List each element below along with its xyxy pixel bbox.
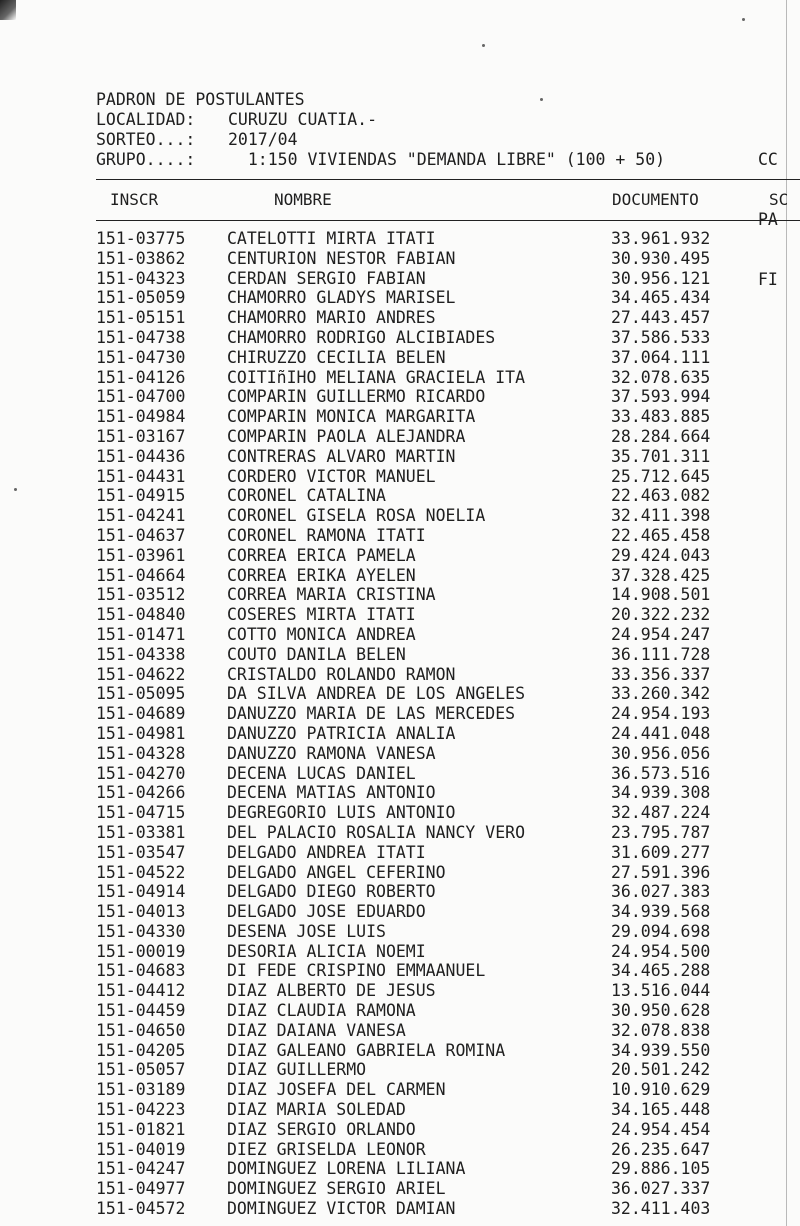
documento-cell: 26.235.647 xyxy=(611,1139,711,1159)
documento-cell: 31.609.277 xyxy=(611,842,711,862)
documento-cell: 34.465.434 xyxy=(611,288,711,308)
documento-cell: 24.954.247 xyxy=(611,624,711,644)
header-sorteo xyxy=(96,130,800,150)
inscr-cell: 151-01821 xyxy=(96,1119,186,1139)
table-row xyxy=(96,744,800,764)
table-row xyxy=(96,724,800,744)
inscr-cell: 151-04730 xyxy=(96,347,186,367)
documento-cell: 30.956.056 xyxy=(611,743,711,763)
inscr-cell: 151-03381 xyxy=(96,822,186,842)
inscr-cell: 151-04019 xyxy=(96,1139,186,1159)
table-row xyxy=(96,605,800,625)
right-fragment: CC xyxy=(758,150,778,169)
inscr-cell: 151-04622 xyxy=(96,664,186,684)
documento-cell: 29.094.698 xyxy=(611,921,711,941)
inscr-cell: 151-04637 xyxy=(96,525,186,545)
nombre-cell: DEGREGORIO LUIS ANTONIO xyxy=(227,803,456,823)
column-header-nombre: NOMBRE xyxy=(274,190,332,209)
table-row xyxy=(96,902,800,922)
inscr-cell: 151-03775 xyxy=(96,229,186,248)
table-row xyxy=(96,1060,800,1080)
table-row xyxy=(96,229,800,249)
documento-cell: 24.954.454 xyxy=(611,1119,711,1139)
table-row xyxy=(96,981,800,1001)
table-row xyxy=(96,506,800,526)
inscr-cell: 151-04013 xyxy=(96,902,186,922)
nombre-cell: COSERES MIRTA ITATI xyxy=(227,605,416,625)
documento-cell: 36.111.728 xyxy=(611,644,711,664)
table-row xyxy=(96,704,800,724)
inscr-cell: 151-03961 xyxy=(96,545,186,565)
scan-speck xyxy=(742,18,745,21)
nombre-cell: DIAZ ALBERTO DE JESUS xyxy=(227,981,436,1001)
table-row xyxy=(96,803,800,823)
table-row xyxy=(96,961,800,981)
documento-cell: 32.411.398 xyxy=(611,506,711,526)
documento-cell: 32.411.403 xyxy=(611,1199,711,1219)
documento-cell: 24.954.500 xyxy=(611,941,711,961)
table-row xyxy=(96,764,800,784)
table-row xyxy=(96,348,800,368)
right-fragment: FI xyxy=(758,270,778,289)
nombre-cell: DECENA MATIAS ANTONIO xyxy=(227,783,436,803)
nombre-cell: DESENA JOSE LUIS xyxy=(227,921,386,941)
inscr-cell: 151-04715 xyxy=(96,803,186,823)
inscr-cell: 151-03547 xyxy=(96,842,186,862)
nombre-cell: CRISTALDO ROLANDO RAMON xyxy=(227,664,456,684)
documento-cell: 36.027.383 xyxy=(611,882,711,902)
table-row xyxy=(96,288,800,308)
table-row xyxy=(96,1100,800,1120)
documento-cell: 27.591.396 xyxy=(611,862,711,882)
nombre-cell: CORONEL CATALINA xyxy=(227,486,386,506)
table-row xyxy=(96,625,800,645)
table-row xyxy=(96,1021,800,1041)
inscr-cell: 151-04328 xyxy=(96,743,186,763)
documento-cell: 25.712.645 xyxy=(611,466,711,486)
table-row xyxy=(96,585,800,605)
table-header-bottom-rule xyxy=(96,220,800,221)
nombre-cell: CORREA MARIA CRISTINA xyxy=(227,585,436,605)
inscr-cell: 151-04650 xyxy=(96,1020,186,1040)
inscr-cell: 151-04205 xyxy=(96,1040,186,1060)
nombre-cell: DIEZ GRISELDA LEONOR xyxy=(227,1139,426,1159)
documento-cell: 33.961.932 xyxy=(611,229,711,248)
inscr-cell: 151-04522 xyxy=(96,862,186,882)
inscr-cell: 151-04436 xyxy=(96,446,186,466)
column-header-cut-off: SC xyxy=(769,190,789,209)
table-row xyxy=(96,486,800,506)
inscr-cell: 151-04431 xyxy=(96,466,186,486)
postulantes-table-body xyxy=(96,229,800,1219)
documento-cell: 34.465.288 xyxy=(611,961,711,981)
scan-artifact-mark xyxy=(0,0,16,20)
inscr-cell: 151-03189 xyxy=(96,1080,186,1100)
documento-cell: 37.064.111 xyxy=(611,347,711,367)
documento-cell: 27.443.457 xyxy=(611,308,711,328)
nombre-cell: DELGADO DIEGO ROBERTO xyxy=(227,882,436,902)
nombre-cell: COMPARIN MONICA MARGARITA xyxy=(227,407,476,427)
grupo-value: 1:150 VIVIENDAS "DEMANDA LIBRE" (100 + 50) xyxy=(228,150,666,169)
inscr-cell: 151-04700 xyxy=(96,387,186,407)
inscr-cell: 151-01471 xyxy=(96,624,186,644)
inscr-cell: 151-04683 xyxy=(96,961,186,981)
inscr-cell: 151-04412 xyxy=(96,981,186,1001)
inscr-cell: 151-04738 xyxy=(96,327,186,347)
table-row xyxy=(96,387,800,407)
inscr-cell: 151-04915 xyxy=(96,486,186,506)
table-row xyxy=(96,922,800,942)
inscr-cell: 151-04459 xyxy=(96,1001,186,1021)
nombre-cell: COMPARIN GUILLERMO RICARDO xyxy=(227,387,486,407)
nombre-cell: COUTO DANILA BELEN xyxy=(227,644,406,664)
nombre-cell: CATELOTTI MIRTA ITATI xyxy=(227,229,436,248)
table-row xyxy=(96,1159,800,1179)
documento-cell: 28.284.664 xyxy=(611,426,711,446)
nombre-cell: CENTURION NESTOR FABIAN xyxy=(227,248,456,268)
inscr-cell: 151-04126 xyxy=(96,367,186,387)
documento-cell: 20.501.242 xyxy=(611,1060,711,1080)
inscr-cell: 151-04338 xyxy=(96,644,186,664)
nombre-cell: DOMINGUEZ VICTOR DAMIAN xyxy=(227,1199,456,1219)
documento-cell: 13.516.044 xyxy=(611,981,711,1001)
table-row xyxy=(96,645,800,665)
inscr-cell: 151-05057 xyxy=(96,1060,186,1080)
grupo-label: GRUPO....: xyxy=(96,150,196,169)
documento-cell: 24.441.048 xyxy=(611,723,711,743)
nombre-cell: DOMINGUEZ LORENA LILIANA xyxy=(227,1159,466,1179)
documento-cell: 22.463.082 xyxy=(611,486,711,506)
sorteo-label: SORTEO...: xyxy=(96,130,196,149)
table-row xyxy=(96,665,800,685)
nombre-cell: DI FEDE CRISPINO EMMAANUEL xyxy=(227,961,486,981)
nombre-cell: DELGADO ANDREA ITATI xyxy=(227,842,426,862)
nombre-cell: DEL PALACIO ROSALIA NANCY VERO xyxy=(227,822,526,842)
documento-cell: 33.356.337 xyxy=(611,664,711,684)
table-row xyxy=(96,526,800,546)
table-row xyxy=(96,328,800,348)
nombre-cell: CHAMORRO RODRIGO ALCIBIADES xyxy=(227,327,496,347)
nombre-cell: DIAZ GALEANO GABRIELA ROMINA xyxy=(227,1040,506,1060)
inscr-cell: 151-04247 xyxy=(96,1159,186,1179)
nombre-cell: DIAZ GUILLERMO xyxy=(227,1060,367,1080)
column-header-inscr: INSCR xyxy=(110,190,159,209)
inscr-cell: 151-04330 xyxy=(96,921,186,941)
table-row xyxy=(96,1001,800,1021)
table-row xyxy=(96,1179,800,1199)
nombre-cell: COTTO MONICA ANDREA xyxy=(227,624,416,644)
documento-cell: 36.027.337 xyxy=(611,1179,711,1199)
nombre-cell: DELGADO ANGEL CEFERINO xyxy=(227,862,446,882)
nombre-cell: CORONEL RAMONA ITATI xyxy=(227,525,426,545)
localidad-value: CURUZU CUATIA.- xyxy=(228,110,378,129)
table-row xyxy=(96,942,800,962)
documento-cell: 10.910.629 xyxy=(611,1080,711,1100)
nombre-cell: DIAZ JOSEFA DEL CARMEN xyxy=(227,1080,446,1100)
nombre-cell: CORONEL GISELA ROSA NOELIA xyxy=(227,506,486,526)
table-row xyxy=(96,427,800,447)
table-row xyxy=(96,566,800,586)
nombre-cell: CORREA ERICA PAMELA xyxy=(227,545,416,565)
table-row xyxy=(96,1199,800,1219)
documento-cell: 30.930.495 xyxy=(611,248,711,268)
table-row xyxy=(96,407,800,427)
scan-speck xyxy=(14,488,17,491)
nombre-cell: CHAMORRO GLADYS MARISEL xyxy=(227,288,456,308)
documento-cell: 14.908.501 xyxy=(611,585,711,605)
inscr-cell: 151-04840 xyxy=(96,605,186,625)
nombre-cell: COMPARIN PAOLA ALEJANDRA xyxy=(227,426,466,446)
documento-cell: 24.954.193 xyxy=(611,704,711,724)
sorteo-value: 2017/04 xyxy=(228,130,298,149)
nombre-cell: CHAMORRO MARIO ANDRES xyxy=(227,308,436,328)
inscr-cell: 151-04223 xyxy=(96,1100,186,1120)
inscr-cell: 151-04689 xyxy=(96,704,186,724)
table-row xyxy=(96,269,800,289)
column-header-documento: DOCUMENTO xyxy=(612,190,699,209)
inscr-cell: 151-05059 xyxy=(96,288,186,308)
inscr-cell: 151-04270 xyxy=(96,763,186,783)
table-row xyxy=(96,1080,800,1100)
nombre-cell: DANUZZO RAMONA VANESA xyxy=(227,743,436,763)
documento-cell: 34.165.448 xyxy=(611,1100,711,1120)
documento-cell: 37.586.533 xyxy=(611,327,711,347)
documento-cell: 30.956.121 xyxy=(611,268,711,288)
inscr-cell: 151-04664 xyxy=(96,565,186,585)
inscr-cell: 151-05095 xyxy=(96,684,186,704)
table-row xyxy=(96,546,800,566)
right-fragment: PA xyxy=(758,210,778,229)
documento-cell: 23.795.787 xyxy=(611,822,711,842)
nombre-cell: CORDERO VICTOR MANUEL xyxy=(227,466,436,486)
documento-cell: 37.328.425 xyxy=(611,565,711,585)
inscr-cell: 151-04266 xyxy=(96,783,186,803)
nombre-cell: DA SILVA ANDREA DE LOS ANGELES xyxy=(227,684,526,704)
header-grupo xyxy=(96,150,800,170)
table-row xyxy=(96,882,800,902)
inscr-cell: 151-04914 xyxy=(96,882,186,902)
nombre-cell: CHIRUZZO CECILIA BELEN xyxy=(227,347,446,367)
documento-cell: 34.939.568 xyxy=(611,902,711,922)
header-title-text: PADRON DE POSTULANTES xyxy=(96,90,305,109)
documento-cell: 36.573.516 xyxy=(611,763,711,783)
documento-cell: 37.593.994 xyxy=(611,387,711,407)
documento-cell: 29.886.105 xyxy=(611,1159,711,1179)
header-title xyxy=(96,90,800,110)
inscr-cell: 151-04241 xyxy=(96,506,186,526)
scan-speck xyxy=(482,44,485,47)
inscr-cell: 151-03167 xyxy=(96,426,186,446)
documento-cell: 22.465.458 xyxy=(611,525,711,545)
table-row xyxy=(96,1120,800,1140)
table-row xyxy=(96,823,800,843)
nombre-cell: CORREA ERIKA AYELEN xyxy=(227,565,416,585)
nombre-cell: DIAZ SERGIO ORLANDO xyxy=(227,1119,416,1139)
inscr-cell: 151-05151 xyxy=(96,308,186,328)
table-row xyxy=(96,368,800,388)
inscr-cell: 151-04572 xyxy=(96,1199,186,1219)
nombre-cell: CERDAN SERGIO FABIAN xyxy=(227,268,426,288)
nombre-cell: DIAZ MARIA SOLEDAD xyxy=(227,1100,406,1120)
table-row xyxy=(96,1140,800,1160)
documento-cell: 29.424.043 xyxy=(611,545,711,565)
nombre-cell: DIAZ DAIANA VANESA xyxy=(227,1020,406,1040)
table-row xyxy=(96,783,800,803)
documento-cell: 33.260.342 xyxy=(611,684,711,704)
documento-cell: 32.078.635 xyxy=(611,367,711,387)
nombre-cell: DIAZ CLAUDIA RAMONA xyxy=(227,1001,416,1021)
nombre-cell: DANUZZO PATRICIA ANALIA xyxy=(227,723,456,743)
table-row xyxy=(96,447,800,467)
nombre-cell: DECENA LUCAS DANIEL xyxy=(227,763,416,783)
nombre-cell: COITIñIHO MELIANA GRACIELA ITA xyxy=(227,367,526,387)
inscr-cell: 151-00019 xyxy=(96,941,186,961)
nombre-cell: DELGADO JOSE EDUARDO xyxy=(227,902,426,922)
table-header-top-rule xyxy=(96,179,800,180)
documento-cell: 33.483.885 xyxy=(611,407,711,427)
documento-cell: 30.950.628 xyxy=(611,1001,711,1021)
table-row xyxy=(96,684,800,704)
documento-cell: 20.322.232 xyxy=(611,605,711,625)
nombre-cell: DANUZZO MARIA DE LAS MERCEDES xyxy=(227,704,516,724)
report-header xyxy=(96,90,800,170)
inscr-cell: 151-04977 xyxy=(96,1179,186,1199)
inscr-cell: 151-04984 xyxy=(96,407,186,427)
documento-cell: 35.701.311 xyxy=(611,446,711,466)
documento-cell: 32.078.838 xyxy=(611,1020,711,1040)
nombre-cell: DOMINGUEZ SERGIO ARIEL xyxy=(227,1179,446,1199)
header-localidad xyxy=(96,110,800,130)
inscr-cell: 151-03512 xyxy=(96,585,186,605)
nombre-cell: CONTRERAS ALVARO MARTIN xyxy=(227,446,456,466)
table-row xyxy=(96,1041,800,1061)
inscr-cell: 151-03862 xyxy=(96,248,186,268)
documento-cell: 34.939.308 xyxy=(611,783,711,803)
table-row xyxy=(96,249,800,269)
table-row xyxy=(96,843,800,863)
nombre-cell: DESORIA ALICIA NOEMI xyxy=(227,941,426,961)
localidad-label: LOCALIDAD: xyxy=(96,110,196,129)
table-row xyxy=(96,308,800,328)
documento-cell: 32.487.224 xyxy=(611,803,711,823)
inscr-cell: 151-04323 xyxy=(96,268,186,288)
table-row xyxy=(96,467,800,487)
table-row xyxy=(96,863,800,883)
documento-cell: 34.939.550 xyxy=(611,1040,711,1060)
inscr-cell: 151-04981 xyxy=(96,723,186,743)
